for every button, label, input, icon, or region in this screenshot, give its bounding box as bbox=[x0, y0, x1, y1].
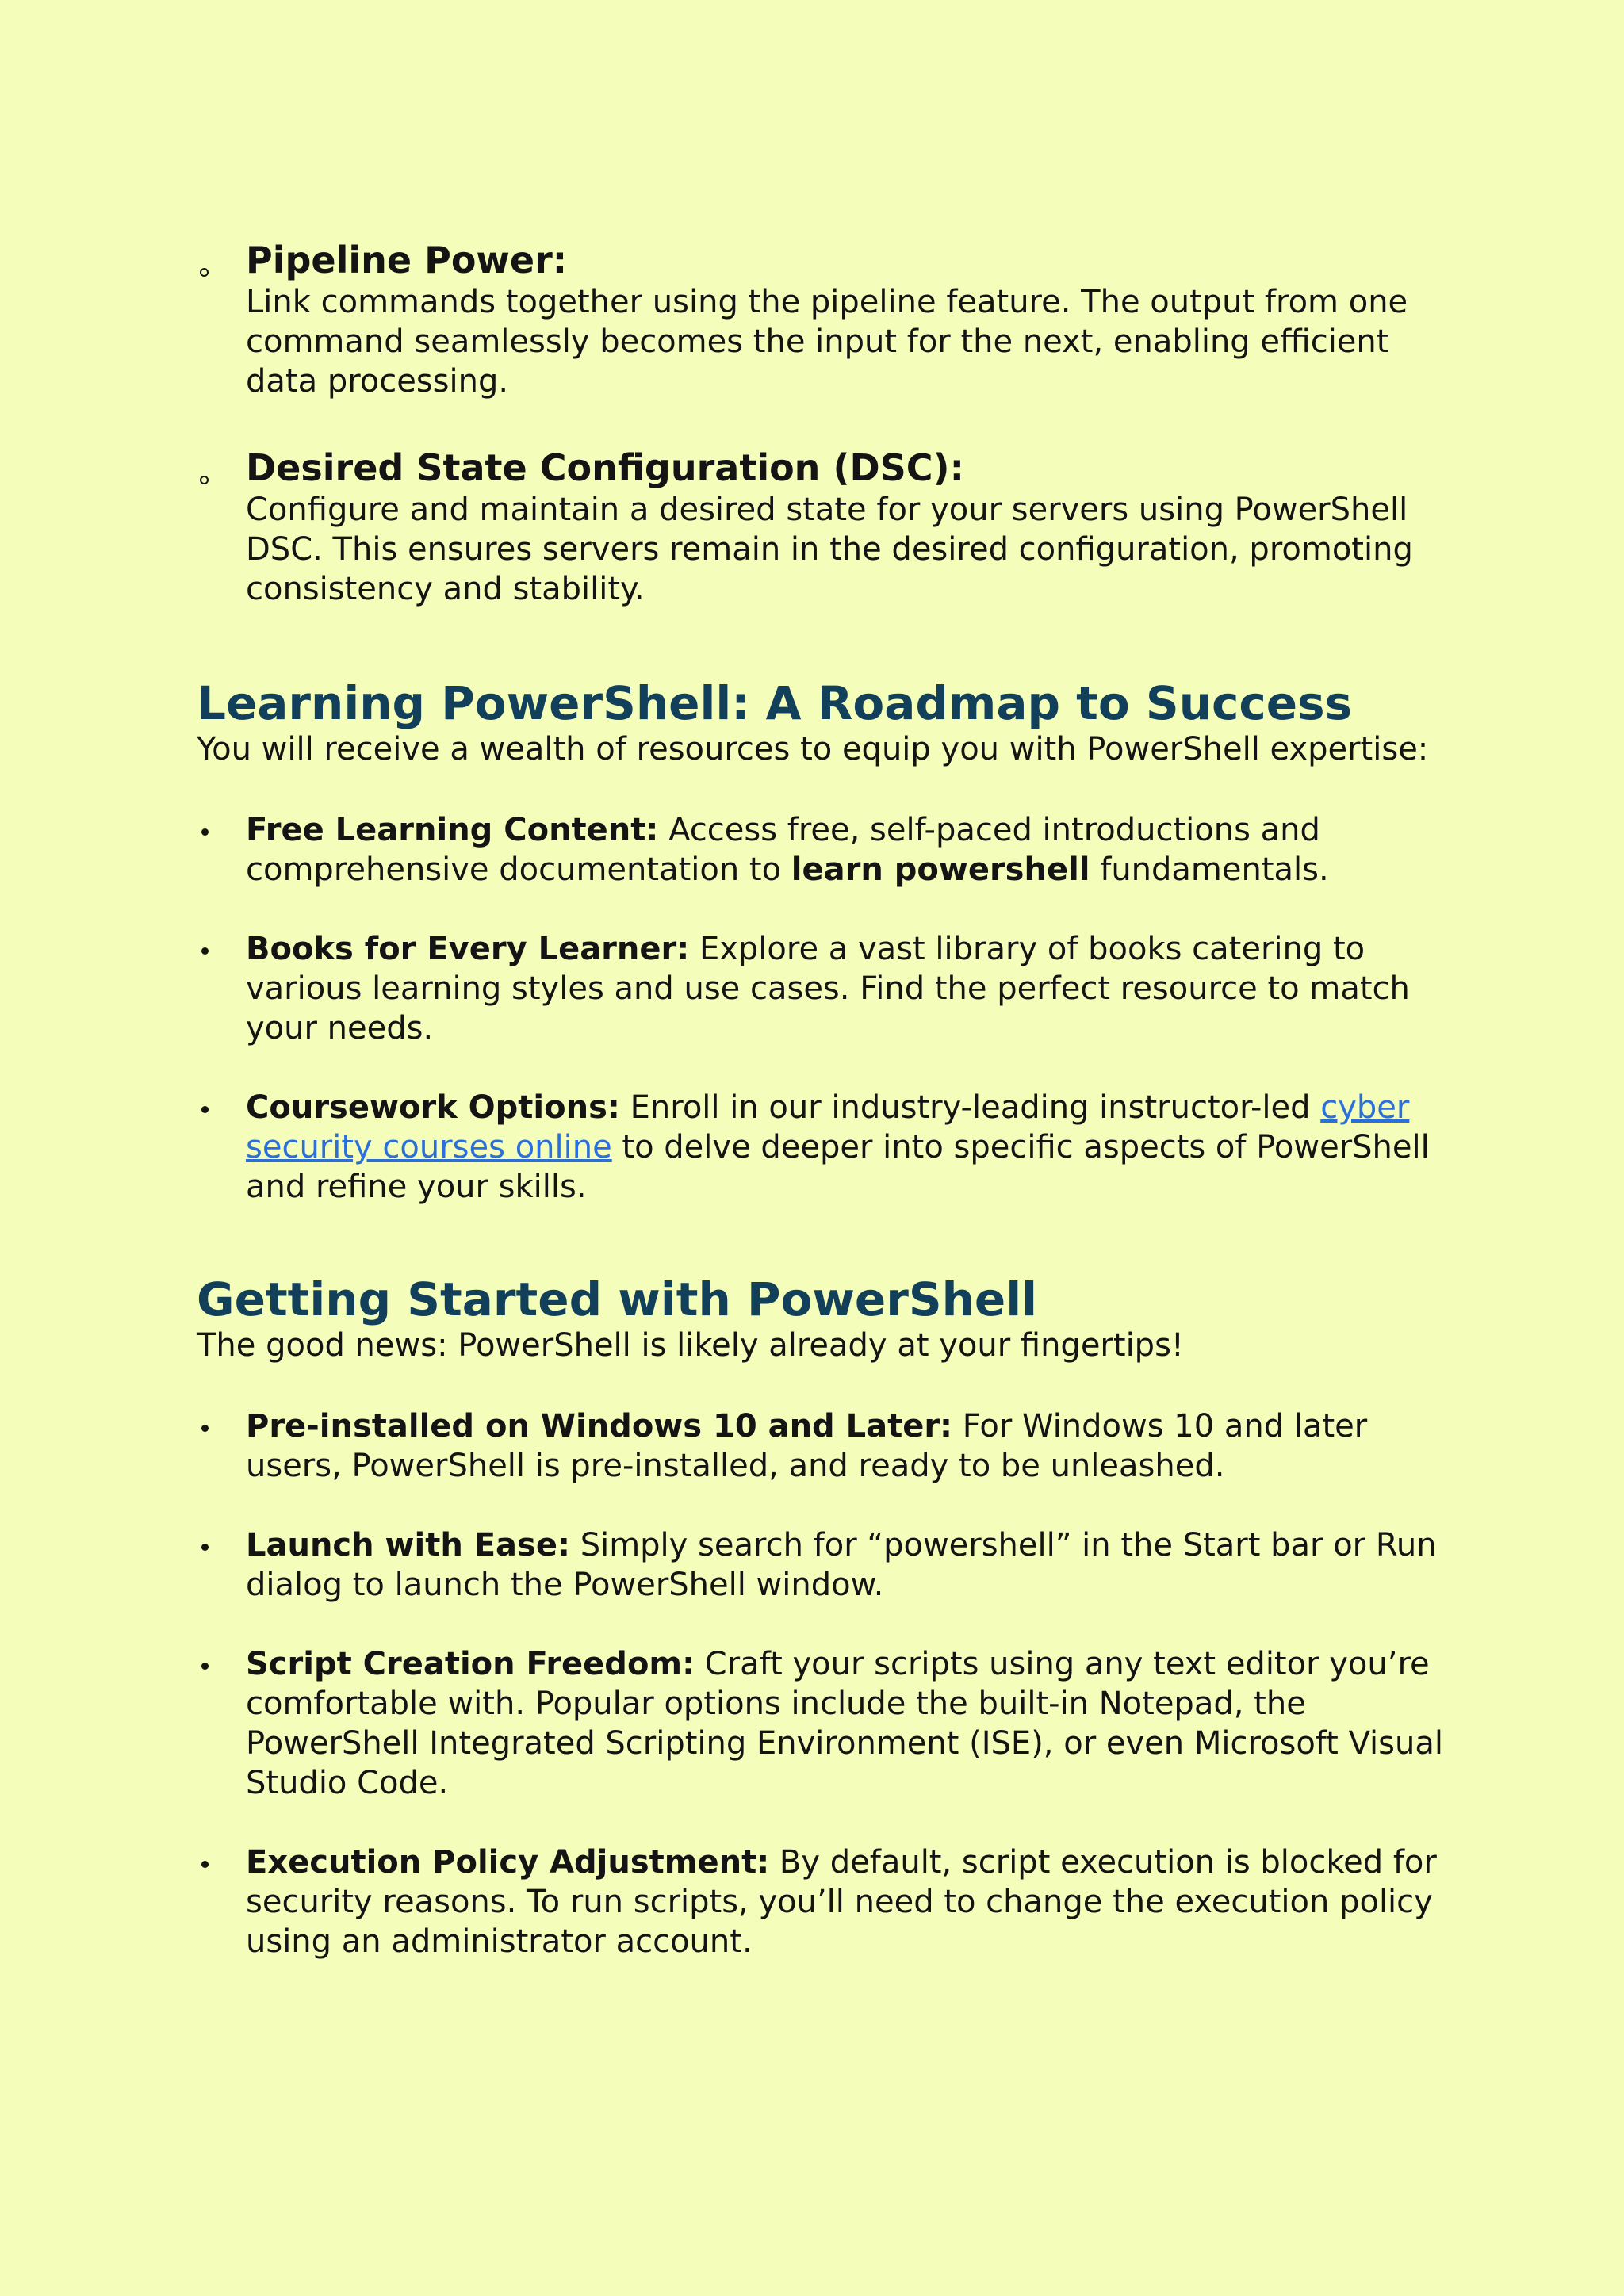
bullet-icon bbox=[201, 1861, 209, 1868]
list-item-script-creation bbox=[197, 1644, 1450, 1803]
feature-item-dsc bbox=[197, 446, 1450, 609]
item-text: Craft your scripts using any text editor you’re comfortable with. Popular options include the built-in Notepad, the PowerShell Integrated Scripting Environment (ISE), or even Microsoft Visual Studio Code. bbox=[246, 1646, 1443, 1801]
item-label: Execution Policy Adjustment: bbox=[246, 1844, 770, 1881]
item-label: Coursework Options: bbox=[246, 1089, 620, 1126]
section-intro-learning: You will receive a wealth of resources to equip you with PowerShell expertise: bbox=[197, 731, 1429, 767]
cyber-security-courses-link[interactable]: cyber security courses online bbox=[246, 1089, 1410, 1165]
feature-body: Link commands together using the pipeline feature. The output from one command seamlessly becomes the input for the next, enabling efficient data processing. bbox=[246, 284, 1408, 400]
item-text: By default, script execution is blocked for security reasons. To run scripts, you’ll need to change the execution policy using an administrator account. bbox=[246, 1844, 1437, 1960]
bullet-icon bbox=[201, 1425, 209, 1432]
item-text: fundamentals. bbox=[1090, 851, 1329, 888]
circle-bullet-icon bbox=[200, 476, 209, 484]
list-item-coursework bbox=[197, 1088, 1450, 1207]
feature-item-pipeline bbox=[197, 238, 1450, 401]
item-text: Explore a vast library of books catering to various learning styles and use cases. Find the perfect resource to match your needs. bbox=[246, 931, 1410, 1047]
item-label: Books for Every Learner: bbox=[246, 931, 690, 967]
item-text: Access free, self-paced introductions and comprehensive documentation to bbox=[246, 812, 1320, 888]
bullet-icon bbox=[201, 1106, 209, 1113]
section-heading-getting-started: Getting Started with PowerShell bbox=[197, 1272, 1038, 1326]
list-item-free-content bbox=[197, 810, 1450, 890]
list-item-launch bbox=[197, 1525, 1450, 1605]
feature-title: Desired State Configuration (DSC): bbox=[246, 446, 964, 489]
item-label: Script Creation Freedom: bbox=[246, 1646, 695, 1682]
page-content bbox=[197, 238, 1450, 2001]
list-item-preinstalled bbox=[197, 1406, 1450, 1486]
list-item-books bbox=[197, 929, 1450, 1048]
item-label: Launch with Ease: bbox=[246, 1527, 570, 1563]
bullet-icon bbox=[201, 1663, 209, 1670]
item-text: For Windows 10 and later users, PowerShell is pre-installed, and ready to be unleashed. bbox=[246, 1408, 1368, 1484]
item-bold-phrase: learn powershell bbox=[791, 851, 1090, 888]
list-item-execution-policy bbox=[197, 1843, 1450, 1961]
feature-title: Pipeline Power: bbox=[246, 239, 568, 281]
item-label: Pre-installed on Windows 10 and Later: bbox=[246, 1408, 953, 1445]
section-heading-learning: Learning PowerShell: A Roadmap to Success bbox=[197, 676, 1353, 730]
item-text: to delve deeper into specific aspects of PowerShell and refine your skills. bbox=[246, 1129, 1430, 1205]
section-intro-getting-started: The good news: PowerShell is likely already at your fingertips! bbox=[197, 1327, 1184, 1364]
bullet-icon bbox=[201, 947, 209, 955]
item-label: Free Learning Content: bbox=[246, 812, 659, 848]
feature-body: Configure and maintain a desired state for your servers using PowerShell DSC. This ensures servers remain in the desired configuration, promoting consistency and stability. bbox=[246, 492, 1413, 607]
item-text: Enroll in our industry-leading instructor-led bbox=[619, 1089, 1321, 1126]
bullet-icon bbox=[201, 1544, 209, 1551]
circle-bullet-icon bbox=[200, 268, 209, 277]
item-text: Simply search for “powershell” in the Start bar or Run dialog to launch the PowerShell window. bbox=[246, 1527, 1437, 1603]
bullet-icon bbox=[201, 828, 209, 836]
